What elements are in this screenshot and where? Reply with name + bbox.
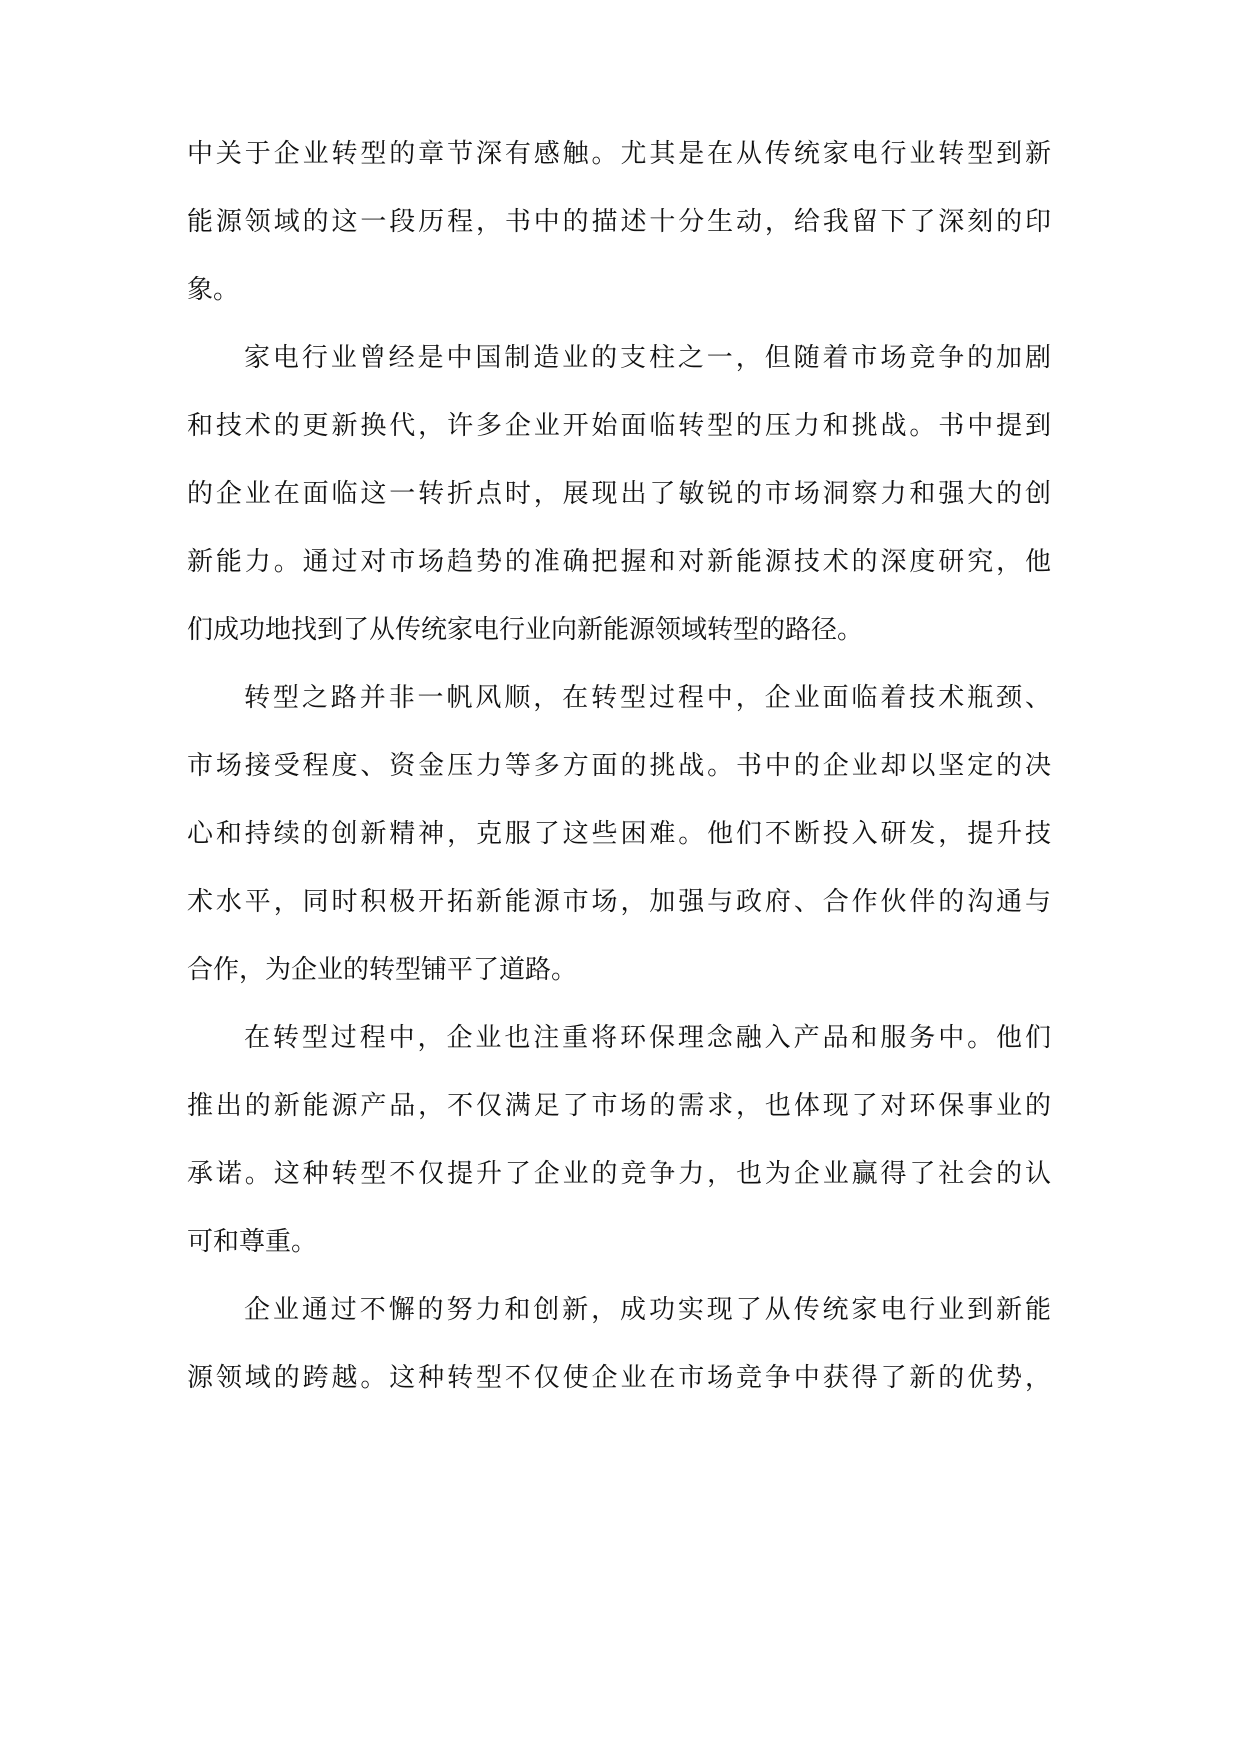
text-line: 和技术的更新换代，许多企业开始面临转型的压力和挑战。书中提到 — [187, 411, 1051, 441]
text-line: 中关于企业转型的章节深有感触。尤其是在从传统家电行业转型到新 — [187, 139, 1051, 169]
text-line: 象。 — [187, 275, 240, 305]
text-line: 推出的新能源产品，不仅满足了市场的需求，也体现了对环保事业的 — [187, 1091, 1051, 1121]
text-line: 承诺。这种转型不仅提升了企业的竞争力，也为企业赢得了社会的认 — [187, 1159, 1051, 1189]
text-line: 可和尊重。 — [187, 1227, 318, 1257]
text-line: 能源领域的这一段历程，书中的描述十分生动，给我留下了深刻的印 — [187, 207, 1051, 237]
text-line: 转型之路并非一帆风顺，在转型过程中，企业面临着技术瓶颈、 — [244, 683, 1051, 713]
text-line: 的企业在面临这一转折点时，展现出了敏锐的市场洞察力和强大的创 — [187, 479, 1051, 509]
text-line: 合作，为企业的转型铺平了道路。 — [187, 955, 578, 985]
text-line: 企业通过不懈的努力和创新，成功实现了从传统家电行业到新能 — [244, 1295, 1051, 1325]
text-line: 们成功地找到了从传统家电行业向新能源领域转型的路径。 — [187, 615, 864, 645]
text-line: 市场接受程度、资金压力等多方面的挑战。书中的企业却以坚定的决 — [187, 751, 1051, 781]
text-line: 家电行业曾经是中国制造业的支柱之一，但随着市场竞争的加剧 — [244, 343, 1051, 373]
text-line: 术水平，同时积极开拓新能源市场，加强与政府、合作伙伴的沟通与 — [187, 887, 1051, 917]
text-line: 心和持续的创新精神，克服了这些困难。他们不断投入研发，提升技 — [187, 819, 1051, 849]
text-line: 在转型过程中，企业也注重将环保理念融入产品和服务中。他们 — [244, 1023, 1051, 1053]
text-line: 新能力。通过对市场趋势的准确把握和对新能源技术的深度研究，他 — [187, 547, 1051, 577]
text-line: 源领域的跨越。这种转型不仅使企业在市场竞争中获得了新的优势， — [187, 1363, 1051, 1393]
